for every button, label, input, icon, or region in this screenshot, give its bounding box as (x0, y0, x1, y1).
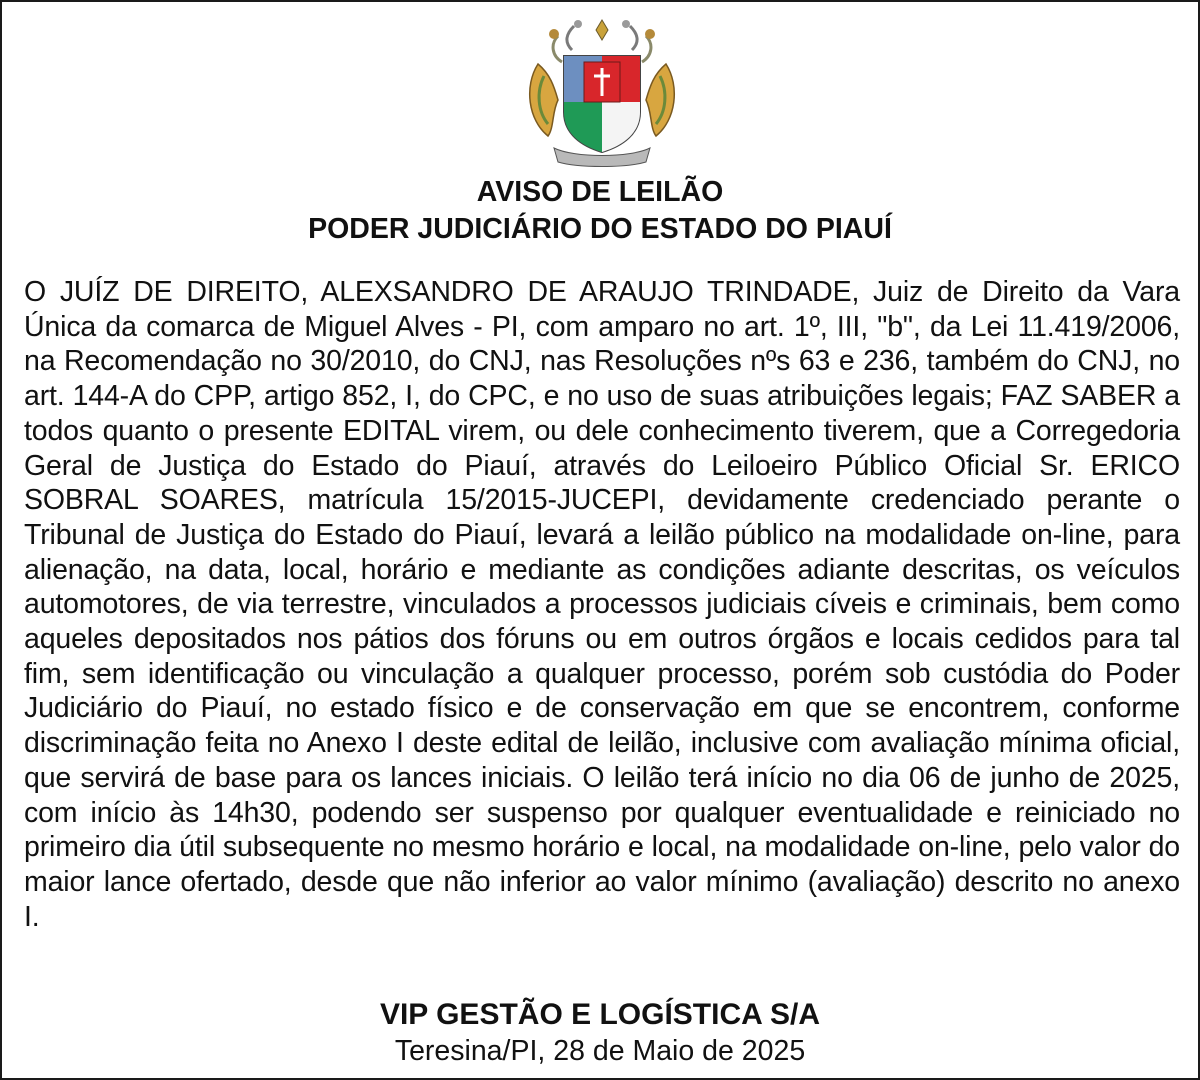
notice-heading (2, 174, 1198, 248)
piaui-coat-of-arms-icon (514, 16, 690, 168)
place-and-date: Teresina/PI, 28 de Maio de 2025 (394, 1035, 806, 1067)
notice-body: O JUÍZ DE DIREITO, ALEXSANDRO DE ARAUJO TRINDADE, Juiz de Direito da Vara Única da comarca de Miguel Alves - PI, com amparo no art. 1º, III, "b", da Lei 11.419/2006, na Recomendação no 30/2010, do CNJ, nas Resoluções nºs 63 e 236, também do CNJ, no art. 144-A do CPP, artigo 852, I, do CPC, e no uso de suas atribuições legais; FAZ SABER a todos quanto o presente EDITAL virem, ou dele conhecimento tiverem, que a Corregedoria Geral de Justiça do Estado do Piauí, através do Leiloeiro Público Oficial Sr. ERICO SOBRAL SOARES, matrícula 15/2015-JUCEPI, devidamente credenciado perante o Tribunal de Justiça do Estado do Piauí, levará a leilão público na modalidade on-line, para alienação, na data, local, horário e mediante as condições adiante descritas, os veículos automotores, de via terrestre, vinculados a processos judiciais cíveis e criminais, bem como aqueles depositados nos pátios dos fóruns ou em outros órgãos e locais cedidos para tal fim, sem identificação ou vinculação a qualquer processo, porém sob custódia do Poder Judiciário do Piauí, no estado físico e de conservação em que se encontrem, conforme discriminação feita no Anexo I deste edital de leilão, inclusive com avaliação mínima oficial, que servirá de base para os lances iniciais. O leilão terá início no dia 06 de junho de 2025, com início às 14h30, podendo ser suspenso por qualquer eventualidade e reiniciado no primeiro dia útil subsequente no mesmo horário e local, na modalidade on-line, pelo valor do maior lance ofertado, desde que não inferior ao valor mínimo (avaliação) descrito no anexo I. (24, 276, 1180, 933)
signature-block (2, 997, 1198, 1069)
company-name: VIP GESTÃO E LOGÍSTICA S/A (379, 998, 821, 1031)
notice-subtitle: PODER JUDICIÁRIO DO ESTADO DO PIAUÍ (308, 213, 892, 245)
notice-title: AVISO DE LEILÃO (476, 176, 724, 208)
